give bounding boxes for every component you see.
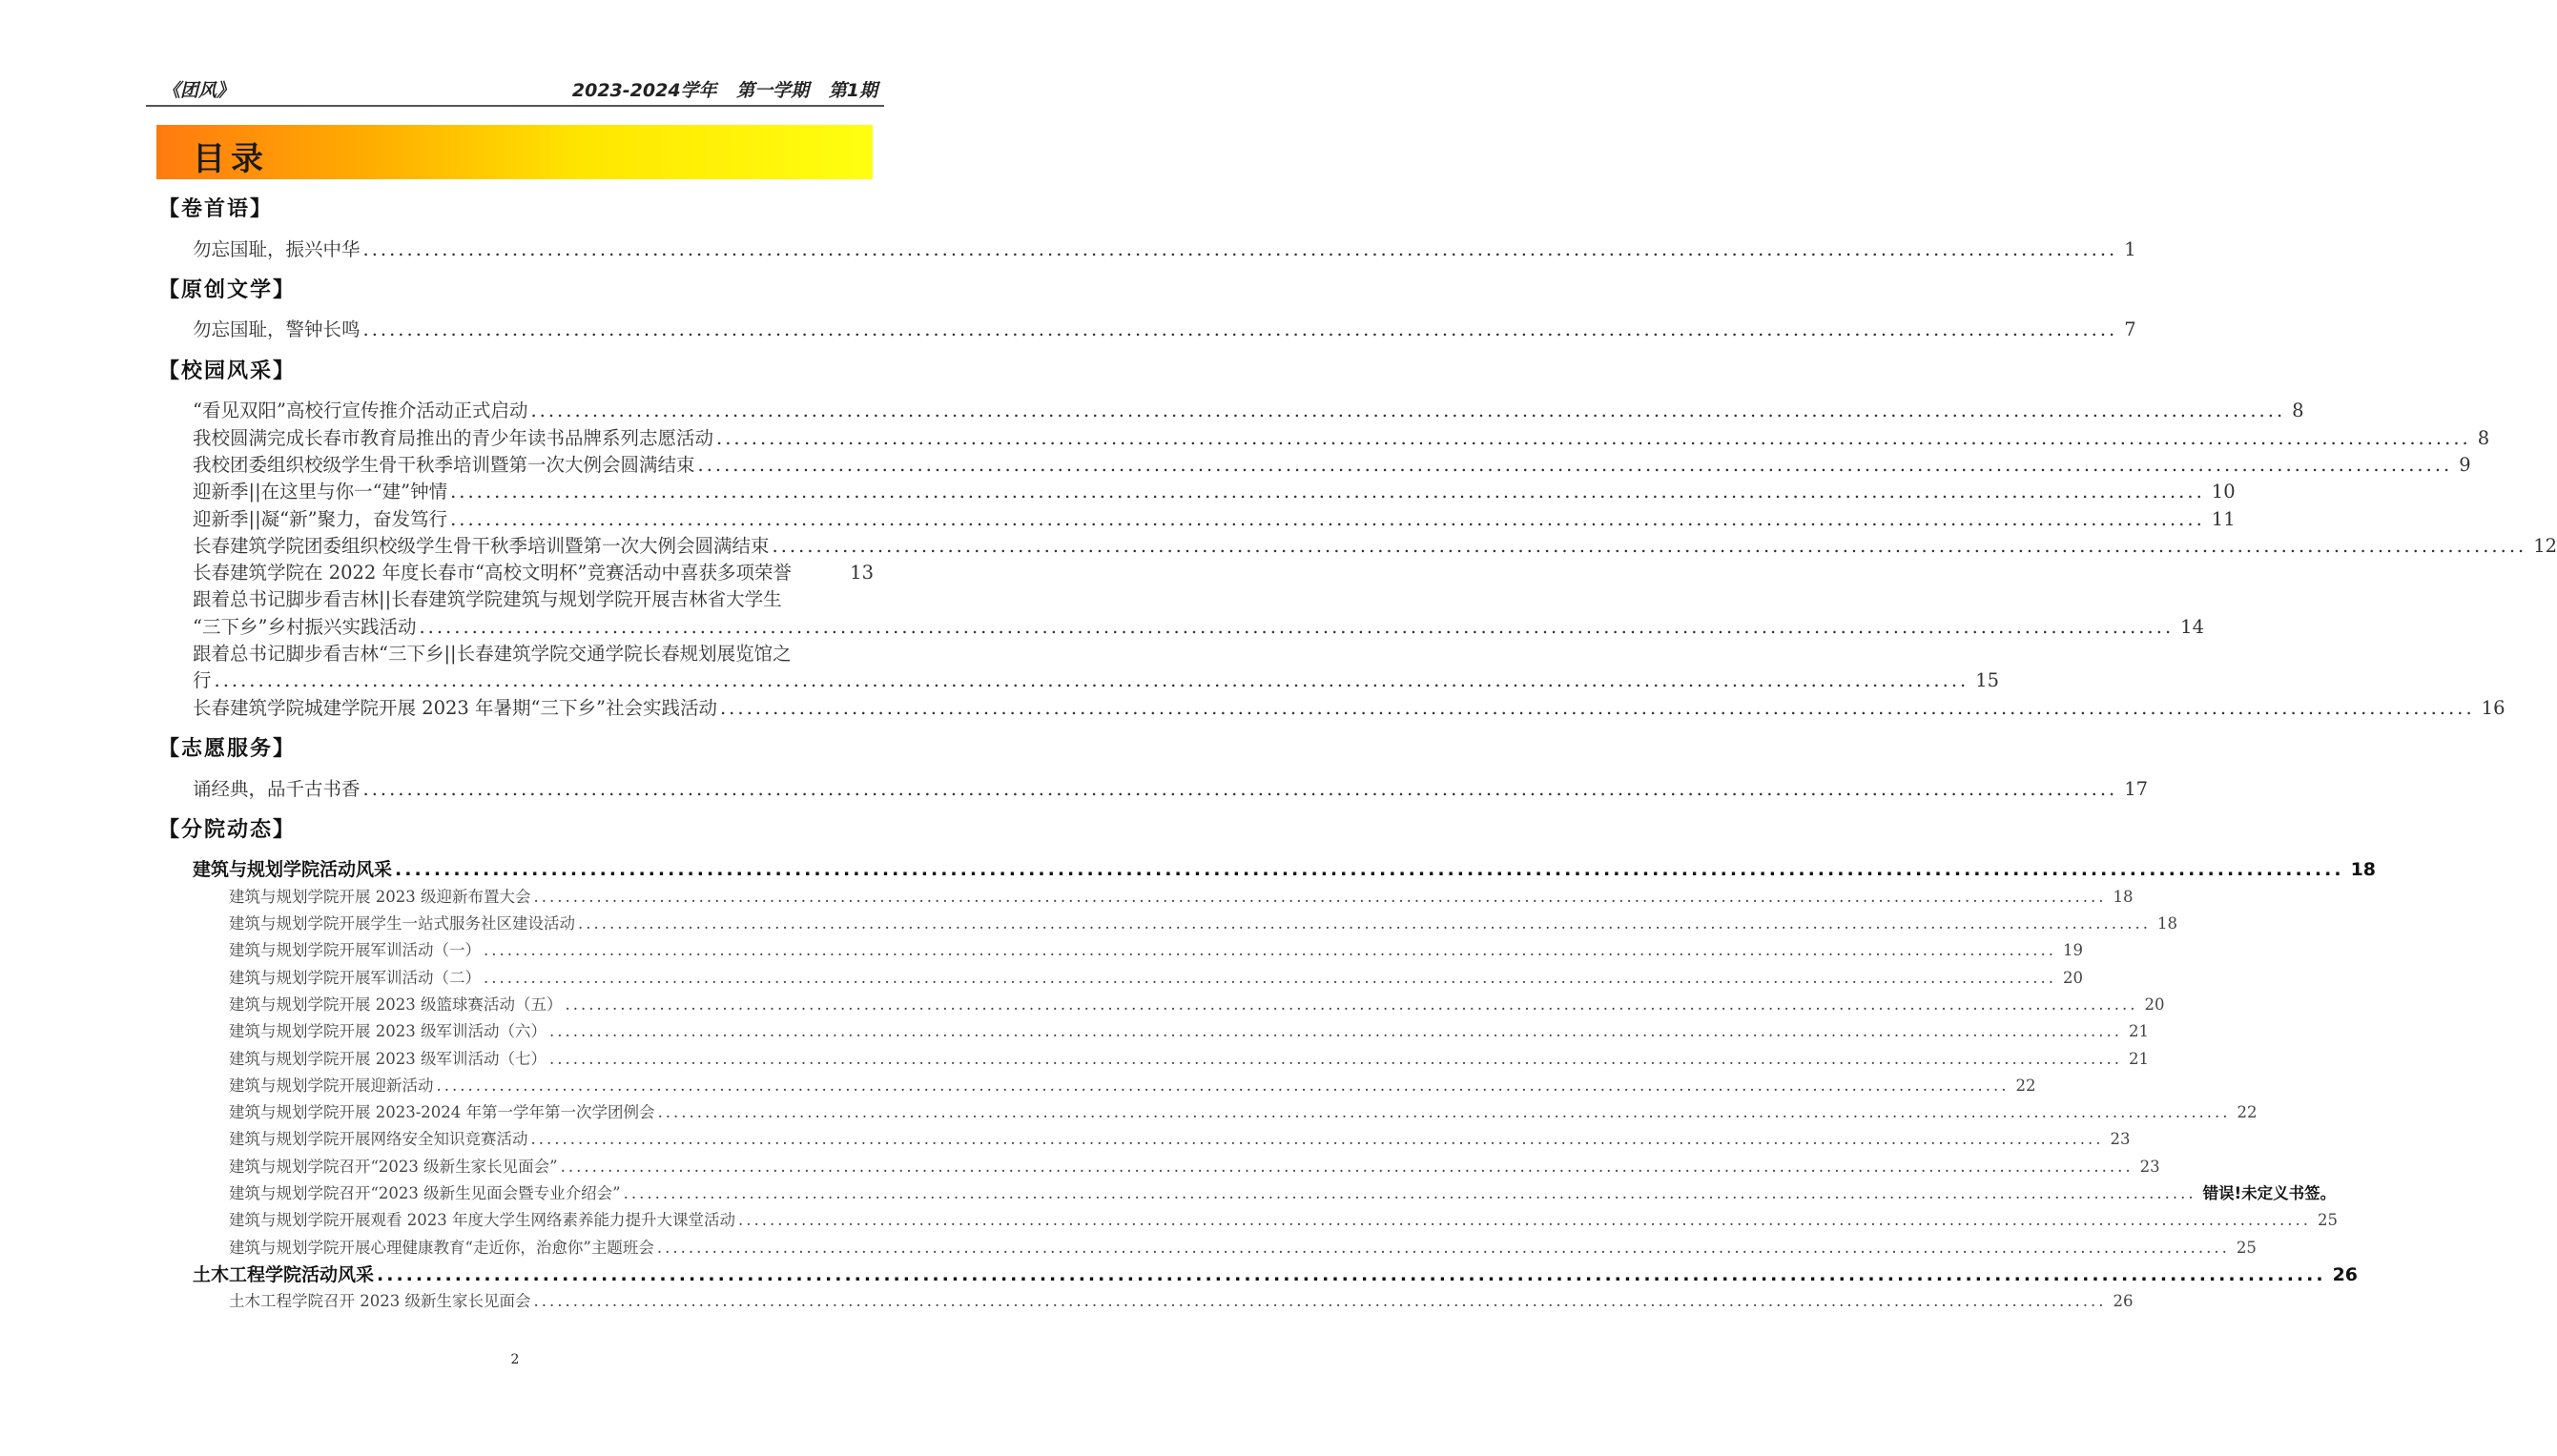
toc-entry[interactable] xyxy=(229,1288,2134,1315)
entry-page: 20 xyxy=(2062,968,2083,987)
leader-dots: ........................................................................................................................................................................................................ xyxy=(530,400,2286,422)
entry-title: 建筑与规划学院开展 2023 级迎新布置大会 xyxy=(229,887,531,906)
entry-page: 18 xyxy=(2350,859,2377,881)
toc-entry[interactable] xyxy=(193,398,2304,424)
entry-page: 18 xyxy=(2113,887,2134,906)
entry-page: 10 xyxy=(2211,481,2236,503)
entry-title: 建筑与规划学院开展 2023 级军训活动（七） xyxy=(229,1049,546,1068)
entry-page: 25 xyxy=(2317,1211,2338,1230)
entry-title: 建筑与规划学院开展学生一站式服务社区建设活动 xyxy=(229,914,575,933)
leader-dots: ........................................................................................................................................................................................................ xyxy=(362,777,2118,800)
entry-title: “三下乡”乡村振兴实践活动 xyxy=(193,615,417,638)
leader-dots: ........................................................................................................................................................................................................ xyxy=(716,426,2471,449)
leader-dots: ........................................................................................................................................................................................................ xyxy=(737,1211,2311,1230)
toc-entry[interactable] xyxy=(229,884,2134,911)
journal-name: 《团风》 xyxy=(162,80,236,101)
toc-entry[interactable] xyxy=(193,614,2204,641)
toc-entry[interactable] xyxy=(229,1180,2337,1207)
toc-entry[interactable] xyxy=(229,1154,2160,1180)
leader-dots: ........................................................................................................................................................................................................ xyxy=(656,1238,2230,1257)
toc-entry[interactable] xyxy=(193,641,874,667)
entry-title: 长春建筑学院在 2022 年度长春市“高校文明杯”竞赛活动中喜获多项荣誉 xyxy=(193,562,792,584)
entry-title: 建筑与规划学院召开“2023 级新生见面会暨专业介绍会” xyxy=(229,1183,621,1202)
leader-dots: ........................................................................................................................................................................................................ xyxy=(214,669,1969,692)
entry-title: 土木工程学院召开 2023 级新生家长见面会 xyxy=(229,1292,531,1311)
leader-dots: ........................................................................................................................................................................................................ xyxy=(697,453,2453,476)
leader-dots: ........................................................................................................................................................................................................ xyxy=(436,1076,2010,1095)
leader-dots: ........................................................................................................................................................................................................ xyxy=(450,481,2205,503)
entry-title: 勿忘国耻，振兴中华 xyxy=(193,237,361,260)
toc-entry[interactable] xyxy=(193,776,2149,803)
entry-page: 21 xyxy=(2128,1049,2149,1068)
entry-page: 14 xyxy=(2180,615,2204,638)
entry-page: 26 xyxy=(2113,1292,2134,1311)
entry-title: 建筑与规划学院开展观看 2023 年度大学生网络素养能力提升大课堂活动 xyxy=(229,1211,735,1230)
toc-entry[interactable] xyxy=(193,236,2136,263)
section-heading: 【分院动态】 xyxy=(158,816,297,842)
leader-dots: ........................................................................................................................................................................................................ xyxy=(548,1022,2122,1041)
table-of-contents xyxy=(0,182,2557,1315)
toc-entry[interactable] xyxy=(193,856,2377,883)
leader-dots: ........................................................................................................................................................................................................ xyxy=(530,1130,2104,1149)
entry-page: 20 xyxy=(2144,995,2165,1014)
toc-title: 目录 xyxy=(193,140,269,178)
entry-page: 23 xyxy=(2110,1130,2131,1149)
entry-page: 26 xyxy=(2332,1263,2359,1285)
header-divider xyxy=(146,105,884,107)
entry-title: 建筑与规划学院开展迎新活动 xyxy=(229,1076,434,1095)
section-heading: 【原创文学】 xyxy=(158,277,297,302)
leader-dots: ........................................................................................................................................................................................................ xyxy=(548,1049,2122,1068)
toc-entry[interactable] xyxy=(193,533,2557,560)
entry-title: “看见双阳”高校行宣传推介活动正式启动 xyxy=(193,400,528,422)
entry-page: 1 xyxy=(2124,237,2136,260)
entry-title: 建筑与规划学院开展军训活动（一） xyxy=(229,941,481,960)
leader-dots: ........................................................................................................................................................................................................ xyxy=(362,318,2118,341)
leader-dots: ........................................................................................................................................................................................................ xyxy=(772,534,2527,557)
entry-title: 行 xyxy=(193,669,212,692)
entry-title: 建筑与规划学院开展 2023 级篮球赛活动（五） xyxy=(229,995,563,1014)
entry-page: 错误!未定义书签。 xyxy=(2202,1183,2337,1202)
toc-entry[interactable] xyxy=(193,586,874,613)
leader-dots: ........................................................................................................................................................................................................ xyxy=(623,1183,2196,1202)
leader-dots: ........................................................................................................................................................................................................ xyxy=(657,1103,2231,1122)
entry-title: 长春建筑学院城建学院开展 2023 年暑期“三下乡”社会实践活动 xyxy=(193,696,717,719)
toc-entry[interactable] xyxy=(193,1261,2359,1288)
entry-title: 迎新季||凝“新”聚力，奋发笃行 xyxy=(193,507,448,530)
entry-title: 诵经典，品千古书香 xyxy=(193,777,361,800)
leader-dots: ........................................................................................................................................................................................................ xyxy=(533,1292,2107,1311)
entry-title: 土木工程学院活动风采 xyxy=(193,1263,375,1285)
entry-page: 13 xyxy=(850,562,874,584)
toc-entry[interactable] xyxy=(193,506,2236,533)
toc-entry[interactable] xyxy=(229,1073,2036,1099)
toc-entry[interactable] xyxy=(229,1126,2131,1153)
entry-title: 长春建筑学院团委组织校级学生骨干秋季培训暨第一次大例会圆满结束 xyxy=(193,534,770,557)
entry-page: 16 xyxy=(2481,696,2505,719)
leader-dots: ........................................................................................................................................................................................................ xyxy=(395,859,2344,881)
leader-dots: ........................................................................................................................................................................................................ xyxy=(362,237,2118,260)
entry-page: 18 xyxy=(2156,914,2177,933)
entry-page: 19 xyxy=(2062,941,2083,960)
toc-entry[interactable] xyxy=(193,695,2505,722)
leader-dots: ........................................................................................................................................................................................................ xyxy=(533,887,2107,906)
entry-title: 我校圆满完成长春市教育局推出的青少年读书品牌系列志愿活动 xyxy=(193,426,714,449)
entry-title: 建筑与规划学院开展 2023-2024 年第一学年第一次学团例会 xyxy=(229,1103,655,1122)
section-heading: 【校园风采】 xyxy=(158,358,297,383)
section-heading: 【卷首语】 xyxy=(158,196,274,221)
toc-entry[interactable] xyxy=(229,937,2083,964)
entry-title: 我校团委组织校级学生骨干秋季培训暨第一次大例会圆满结束 xyxy=(193,453,695,476)
toc-entry[interactable] xyxy=(193,560,874,586)
entry-title: 建筑与规划学院活动风采 xyxy=(193,859,393,881)
leader-dots: ........................................................................................................................................................................................................ xyxy=(484,968,2056,987)
toc-entry[interactable] xyxy=(229,1235,2257,1261)
entry-title: 建筑与规划学院开展网络安全知识竞赛活动 xyxy=(229,1130,528,1149)
entry-title: 勿忘国耻，警钟长鸣 xyxy=(193,318,361,341)
toc-entry[interactable] xyxy=(193,479,2236,505)
toc-entry[interactable] xyxy=(193,425,2490,452)
leader-dots: ........................................................................................................................................................................................................ xyxy=(560,1157,2134,1176)
entry-page: 9 xyxy=(2459,453,2471,476)
entry-page: 17 xyxy=(2124,777,2149,800)
entry-page: 22 xyxy=(2015,1076,2036,1095)
entry-page: 12 xyxy=(2533,534,2557,557)
toc-entry[interactable] xyxy=(229,1099,2258,1126)
toc-entry[interactable] xyxy=(193,452,2471,479)
toc-entry[interactable] xyxy=(229,1018,2149,1045)
leader-dots xyxy=(792,560,846,586)
entry-title: 迎新季||在这里与你一“建”钟情 xyxy=(193,481,448,503)
entry-title: 跟着总书记脚步看吉林“三下乡||长春建筑学院交通学院长春规划展览馆之 xyxy=(193,643,792,666)
leader-dots: ........................................................................................................................................................................................................ xyxy=(450,507,2205,530)
leader-dots: ........................................................................................................................................................................................................ xyxy=(484,941,2056,960)
toc-entry[interactable] xyxy=(229,992,2165,1018)
entry-page: 21 xyxy=(2128,1022,2149,1041)
entry-title: 跟着总书记脚步看吉林||长春建筑学院建筑与规划学院开展吉林省大学生 xyxy=(193,588,782,611)
entry-title: 建筑与规划学院开展 2023 级军训活动（六） xyxy=(229,1022,546,1041)
toc-entry[interactable] xyxy=(193,667,2000,694)
leader-dots: ........................................................................................................................................................................................................ xyxy=(565,995,2138,1014)
toc-entry[interactable] xyxy=(229,1046,2149,1073)
entry-page: 15 xyxy=(1975,669,2000,692)
entry-page: 8 xyxy=(2477,426,2490,449)
entry-page: 8 xyxy=(2292,400,2304,422)
entry-page: 23 xyxy=(2139,1157,2160,1176)
entry-page: 25 xyxy=(2236,1238,2257,1257)
toc-banner xyxy=(156,125,873,179)
toc-entry[interactable] xyxy=(229,1207,2338,1234)
entry-title: 建筑与规划学院开展军训活动（二） xyxy=(229,968,481,987)
toc-entry[interactable] xyxy=(193,317,2136,343)
section-heading: 【志愿服务】 xyxy=(158,735,297,761)
leader-dots: ........................................................................................................................................................................................................ xyxy=(719,696,2475,719)
entry-title: 建筑与规划学院开展心理健康教育“走近你，治愈你”主题班会 xyxy=(229,1238,654,1257)
entry-page: 7 xyxy=(2124,318,2136,341)
leader-dots: ........................................................................................................................................................................................................ xyxy=(578,914,2151,933)
page-number: 2 xyxy=(510,1352,520,1367)
issue-info: 2023-2024学年 第一学期 第1期 xyxy=(571,80,877,101)
entry-page: 22 xyxy=(2237,1103,2258,1122)
toc-entry[interactable] xyxy=(229,965,2083,992)
entry-title: 建筑与规划学院召开“2023 级新生家长见面会” xyxy=(229,1157,558,1176)
toc-entry[interactable] xyxy=(229,911,2177,937)
leader-dots: ........................................................................................................................................................................................................ xyxy=(419,615,2175,638)
leader-dots: ........................................................................................................................................................................................................ xyxy=(377,1263,2326,1285)
entry-page: 11 xyxy=(2211,507,2236,530)
